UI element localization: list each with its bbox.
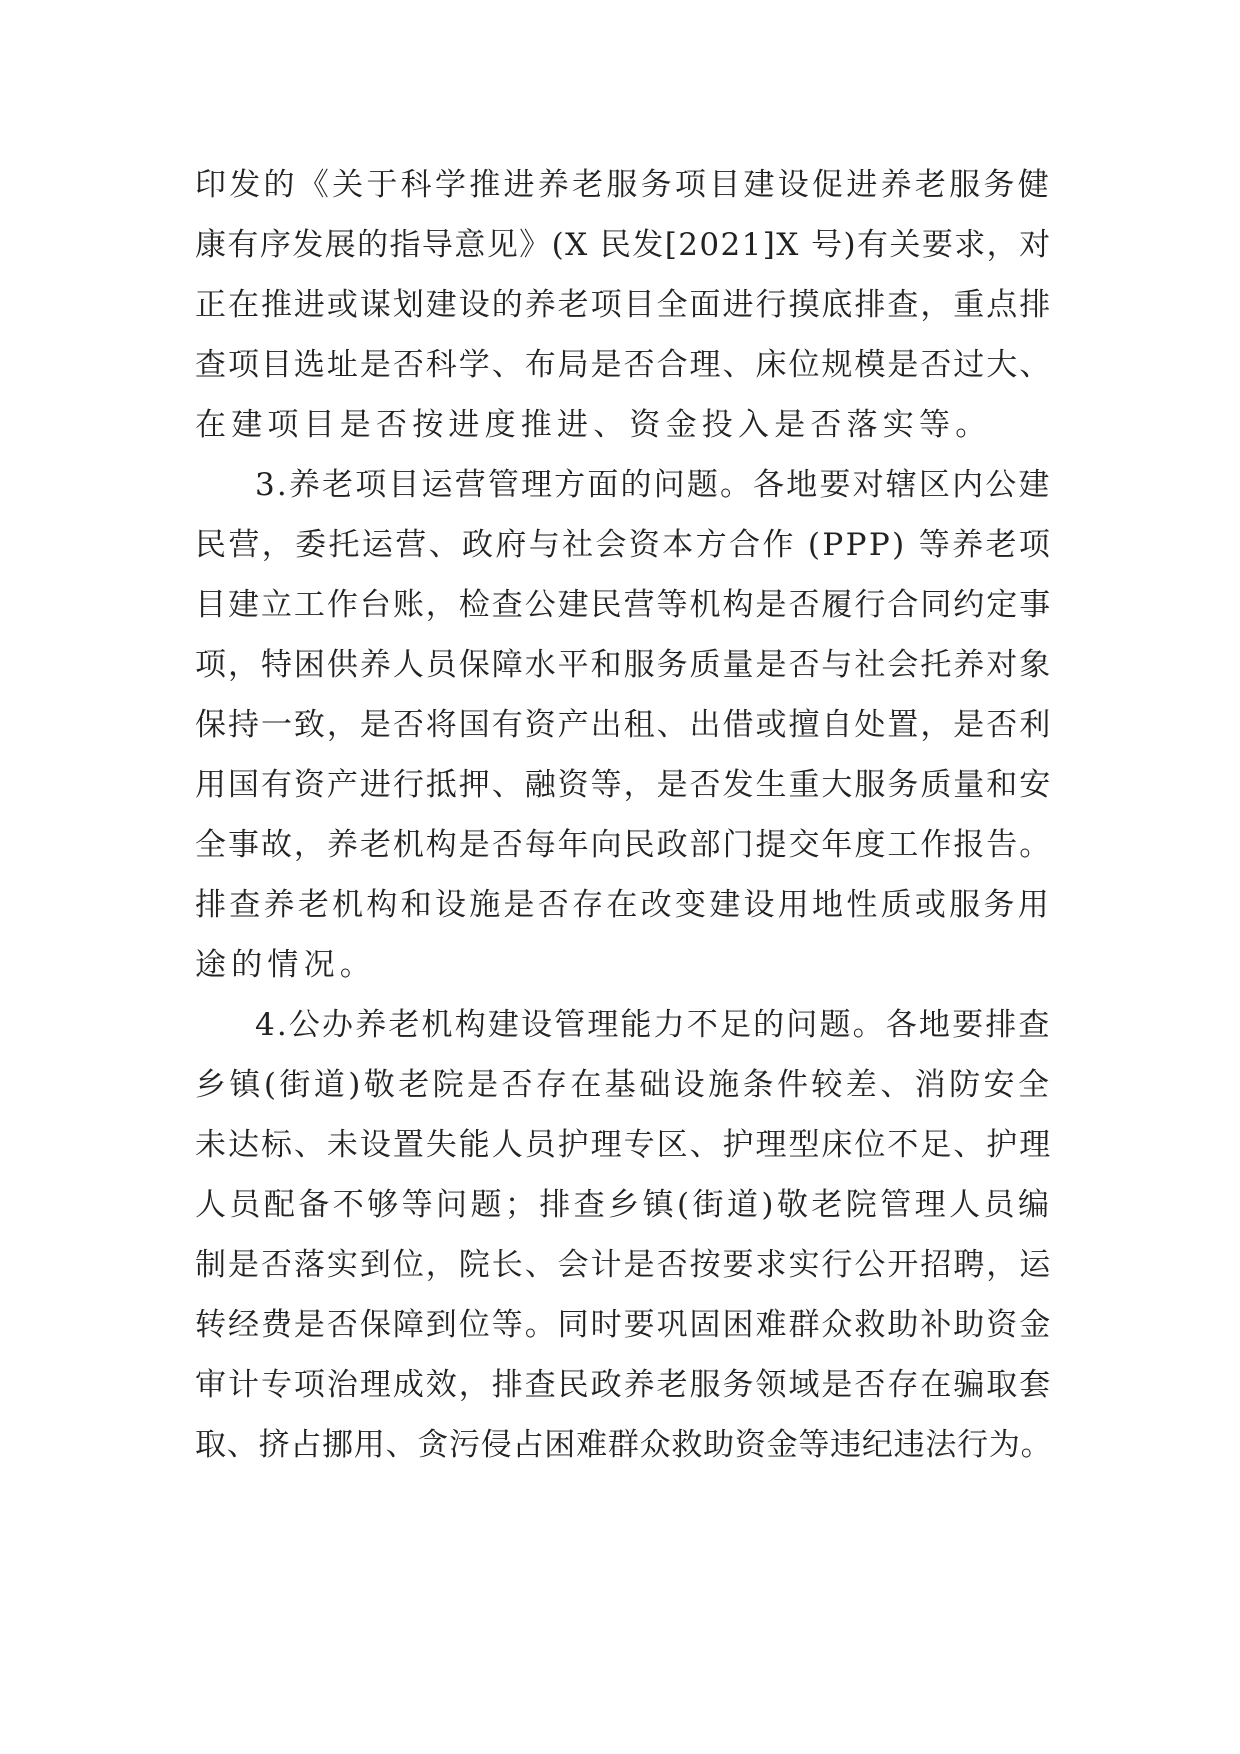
paragraph-line: 民营，委托运营、政府与社会资本方合作 (PPP) 等养老项 (195, 527, 1053, 563)
paragraph-line: 乡镇(街道)敬老院是否存在基础设施条件较差、消防安全 (195, 1067, 1053, 1103)
paragraph-line: 全事故，养老机构是否每年向民政部门提交年度工作报告。 (195, 827, 1053, 863)
paragraph-line: 康有序发展的指导意见》(X 民发[2021]X 号)有关要求，对 (195, 227, 1052, 263)
paragraph-line: 途的情况。 (195, 947, 376, 983)
paragraph-line: 转经费是否保障到位等。同时要巩固困难群众救助补助资金 (195, 1307, 1053, 1343)
paragraph-line: 用国有资产进行抵押、融资等，是否发生重大服务质量和安 (195, 767, 1053, 803)
paragraph-line: 人员配备不够等问题；排查乡镇(街道)敬老院管理人员编 (195, 1187, 1053, 1223)
paragraph-line: 审计专项治理成效，排查民政养老服务领域是否存在骗取套 (195, 1367, 1053, 1403)
paragraph-line: 保持一致，是否将国有资产出租、出借或擅自处置，是否利 (195, 707, 1053, 743)
paragraph-line: 查项目选址是否科学、布局是否合理、床位规模是否过大、 (195, 347, 1053, 383)
paragraph-line: 印发的《关于科学推进养老服务项目建设促进养老服务健 (195, 167, 1052, 203)
paragraph-line: 排查养老机构和设施是否存在改变建设用地性质或服务用 (195, 887, 1052, 923)
paragraph-line: 正在推进或谋划建设的养老项目全面进行摸底排查，重点排 (195, 287, 1053, 323)
paragraph-line: 制是否落实到位，院长、会计是否按要求实行公开招聘，运 (195, 1247, 1053, 1283)
paragraph-line: 目建立工作台账，检查公建民营等机构是否履行合同约定事 (195, 587, 1053, 623)
paragraph-line: 3.养老项目运营管理方面的问题。各地要对辖区内公建 (255, 467, 1052, 503)
paragraph-line: 项，特困供养人员保障水平和服务质量是否与社会托养对象 (195, 647, 1053, 683)
paragraph-line: 未达标、未设置失能人员护理专区、护理型床位不足、护理 (195, 1127, 1053, 1163)
paragraph-line: 在建项目是否按进度推进、资金投入是否落实等。 (195, 407, 992, 443)
paragraph-line: 取、挤占挪用、贪污侵占困难群众救助资金等违纪违法行为。 (195, 1427, 1053, 1463)
paragraph-line: 4.公办养老机构建设管理能力不足的问题。各地要排查 (255, 1007, 1052, 1043)
